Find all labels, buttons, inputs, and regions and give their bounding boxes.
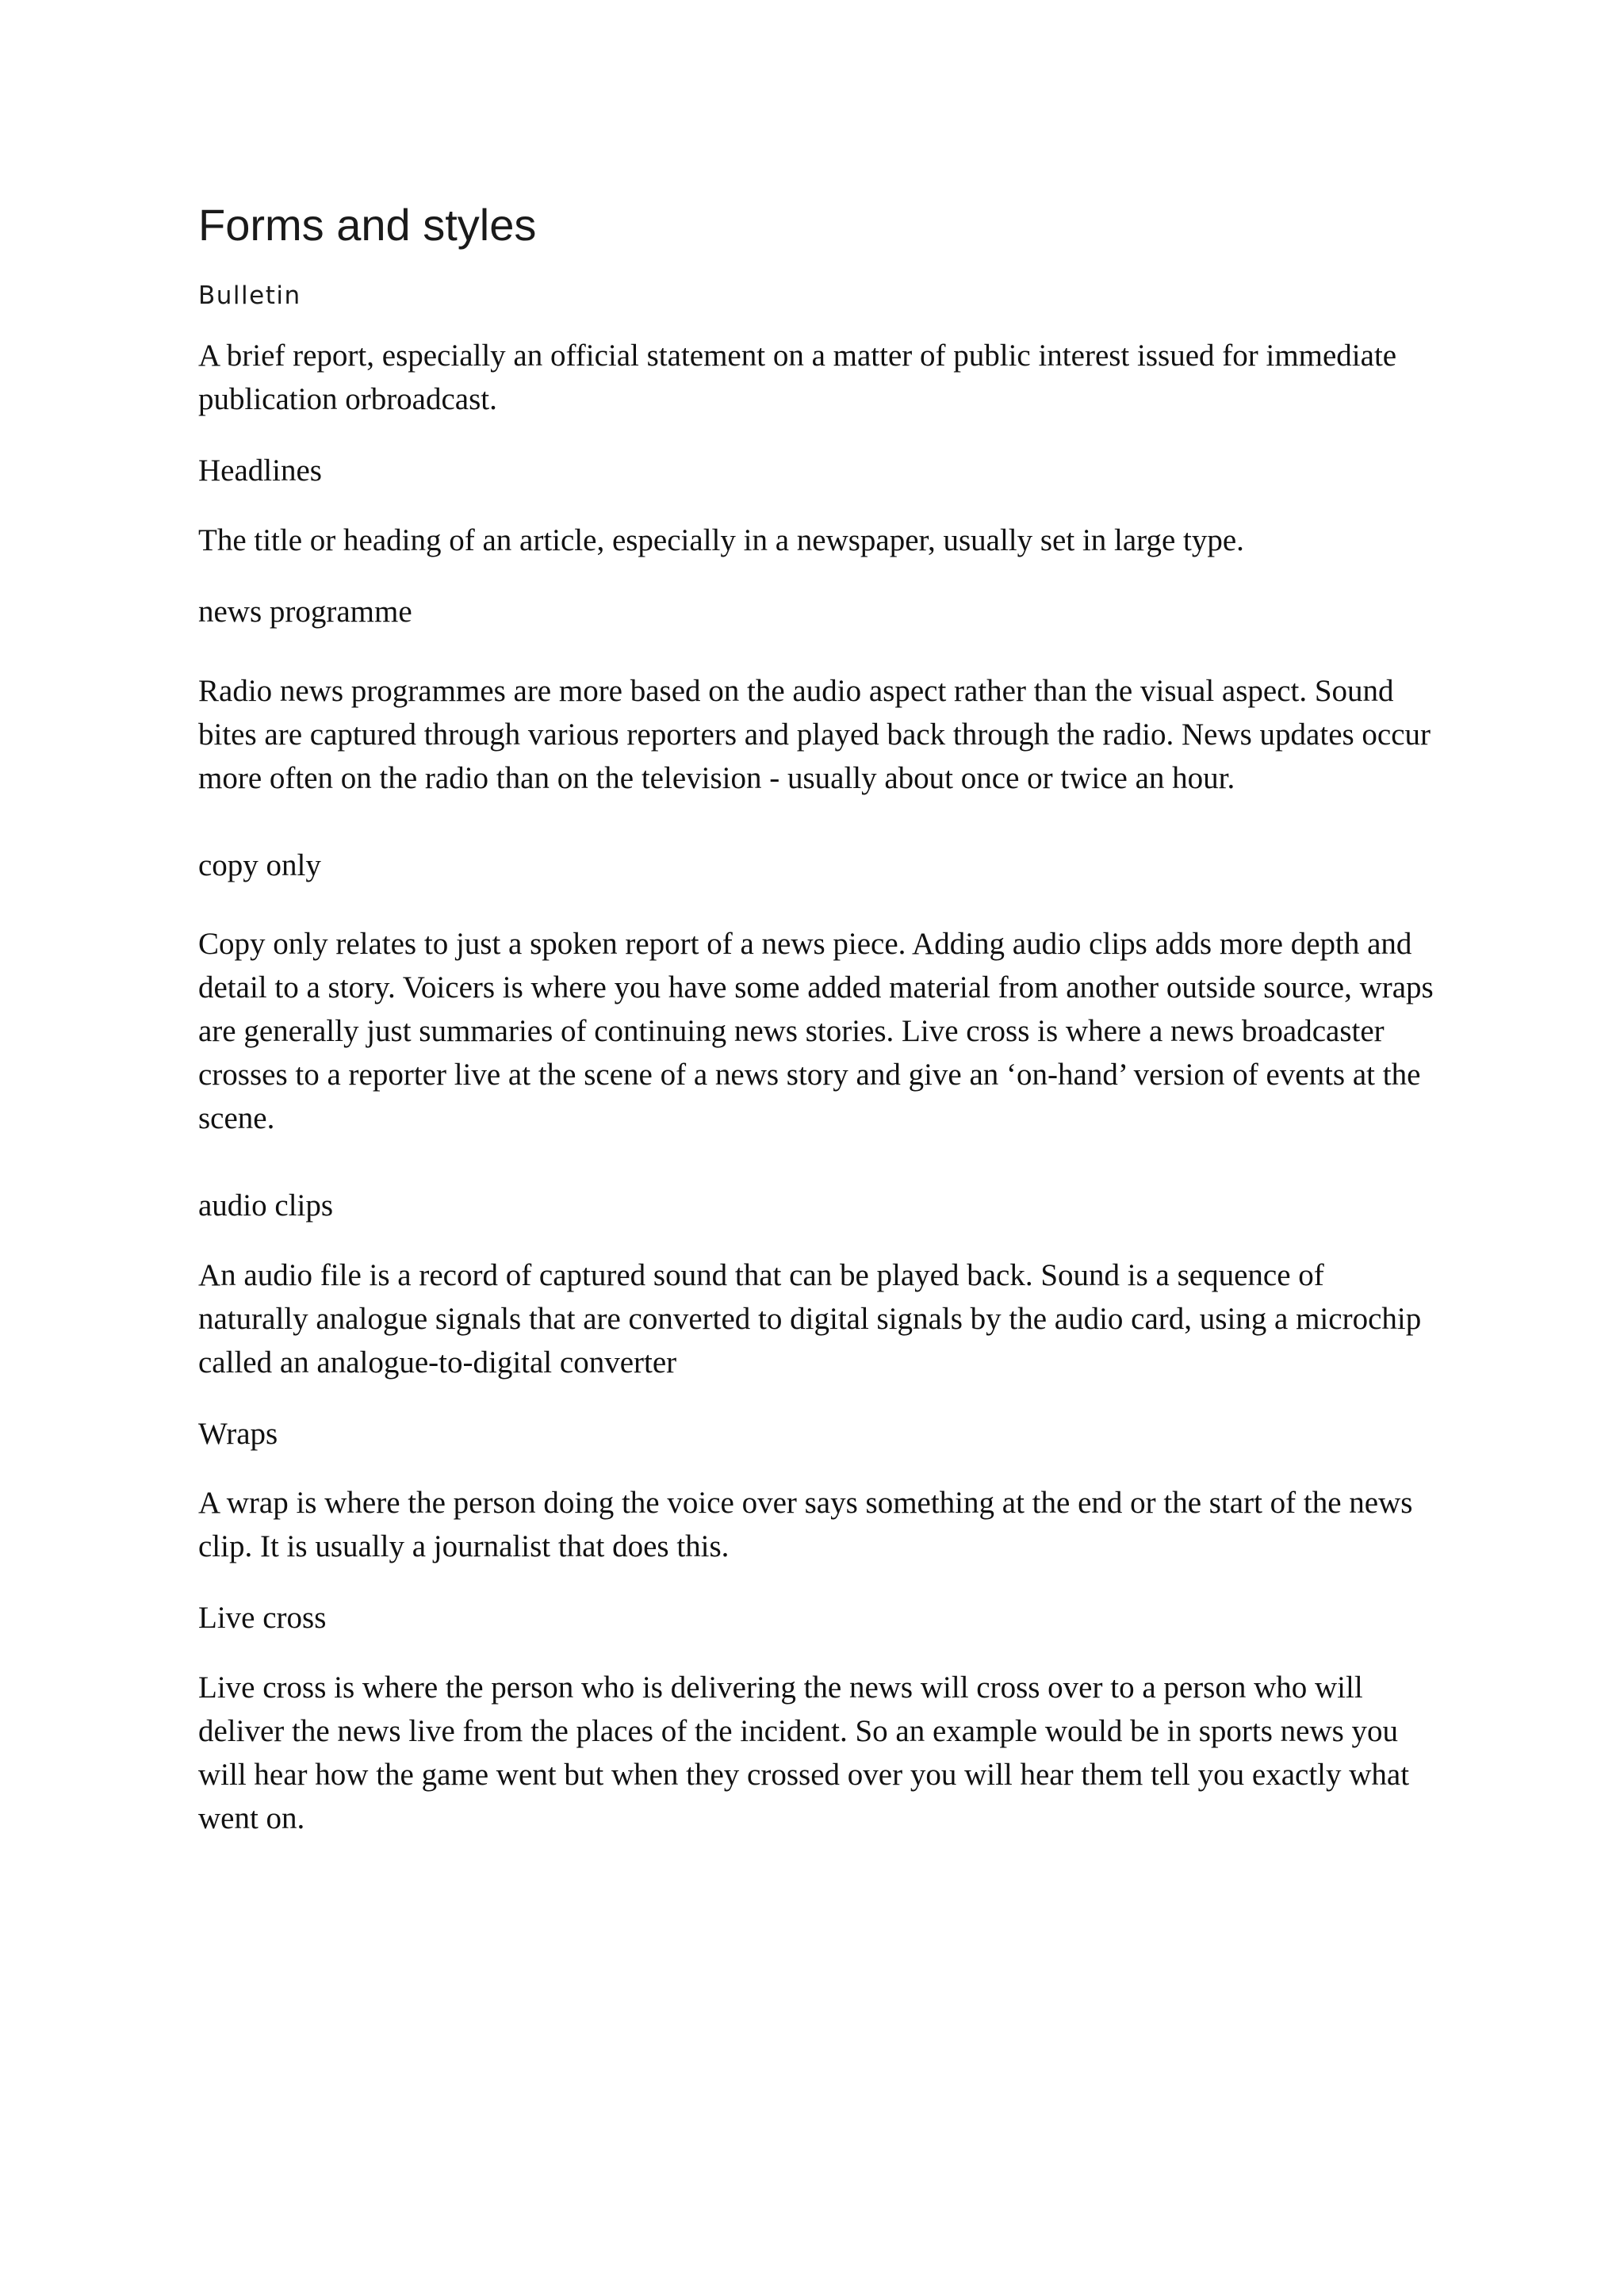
section-heading-wraps: Wraps [198,1416,278,1451]
section-body-news-programme: Radio news programmes are more based on the audio aspect rather than the visual aspect. Sound bites are captured through various reporters and played back through the radio. News updates occur more often on the radio than on the television - usually about once or twice an hour. [198,673,1431,795]
section-body-copy-only: Copy only relates to just a spoken report of a news piece. Adding audio clips adds more depth and detail to a story. Voicers is where you have some added material from another outside source, wraps are generally just summaries of continuing news stories. Live cross is where a news broadcaster crosses to a reporter live at the scene of a news story and give an ‘on-hand’ version of events at the scene. [198,927,1434,1136]
document-content [198,198,1435,1869]
section-body-bulletin: A brief report, especially an official statement on a matter of public interest issued for immediate publication orbroadcast. [198,339,1397,417]
section-body-headlines: The title or heading of an article, especially in a newspaper, usually set in large type. [198,523,1244,558]
section-heading-news-programme: news programme [198,595,412,629]
section-heading-bulletin: Bulletin [198,281,301,311]
document-title: Forms and styles [198,200,537,250]
section-heading-audio-clips: audio clips [198,1188,334,1223]
section-body-audio-clips: An audio file is a record of captured sound that can be played back. Sound is a sequence of naturally analogue signals that are converted to digital signals by the audio card, using a microchip called an analogue-to-digital converter [198,1257,1422,1380]
section-body-live-cross: Live cross is where the person who is delivering the news will cross over to a person who will deliver the news live from the places of the incident. So an example would be in sports news you will hear how the game went but when they crossed over you will hear them tell you exactly what went on. [198,1670,1410,1836]
section-heading-headlines: Headlines [198,453,322,488]
section-heading-live-cross: Live cross [198,1601,327,1636]
section-body-wraps: A wrap is where the person doing the voice over says something at the end or the start of the news clip. It is usually a journalist that does this. [198,1486,1413,1564]
section-heading-copy-only: copy only [198,848,321,882]
